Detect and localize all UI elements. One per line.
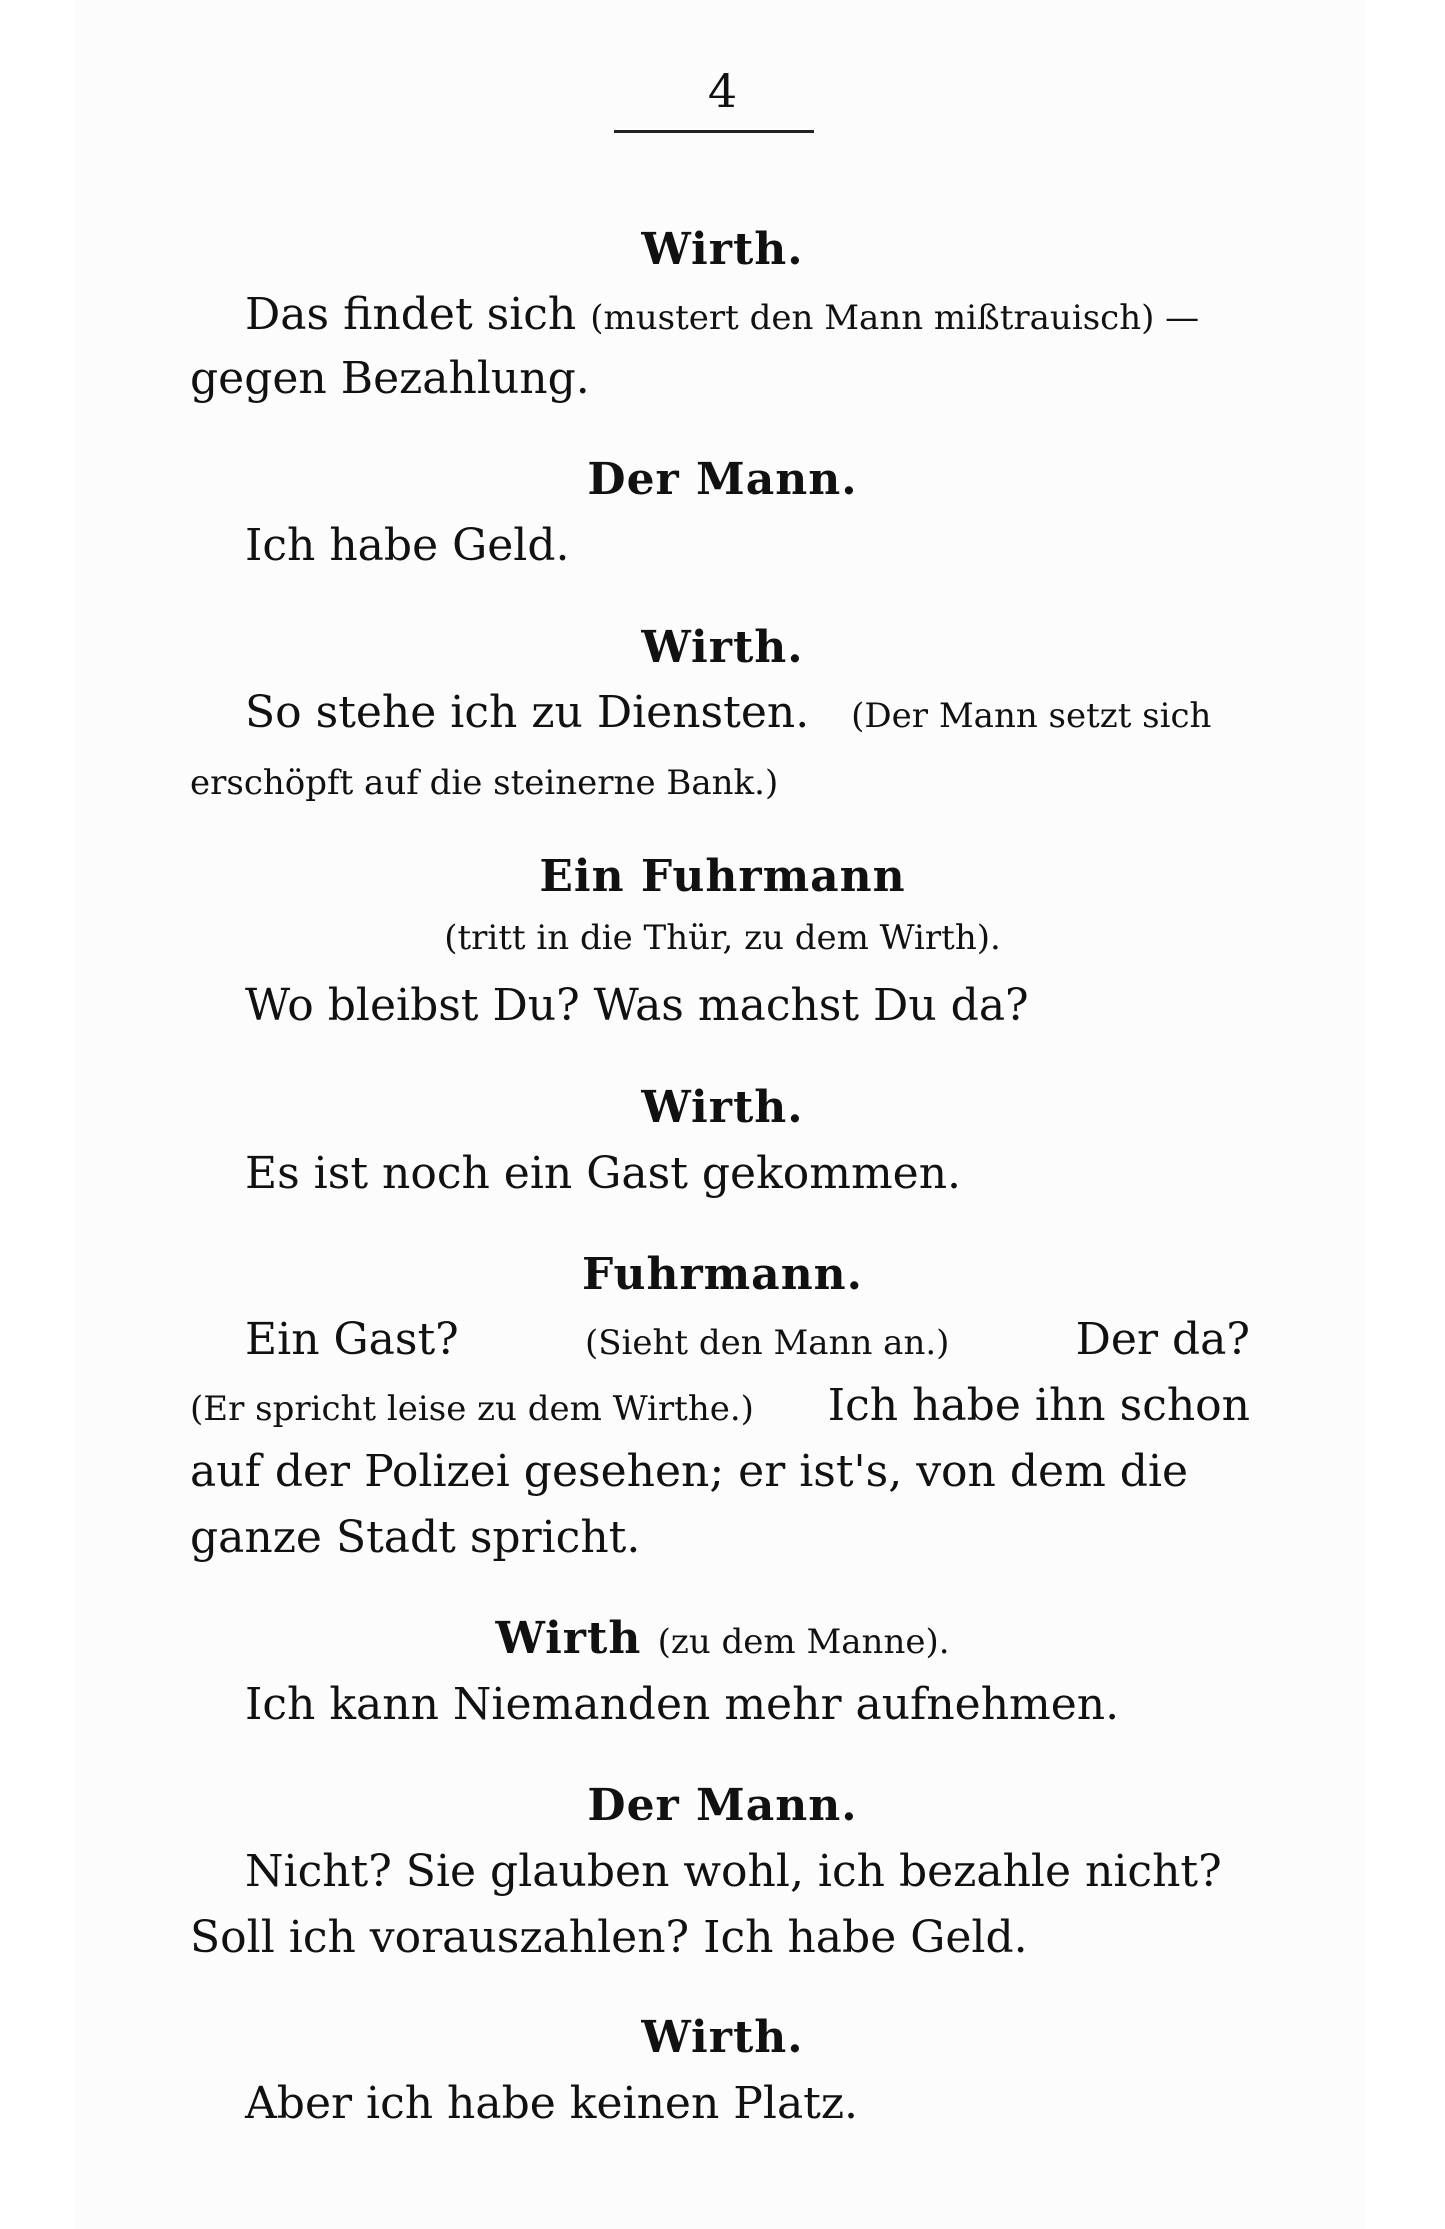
stage-direction: (tritt in die Thür, zu dem Wirth). [444,918,1001,958]
dialogue-line: Nicht? Sie glauben wohl, ich bezahle nicht? [245,1846,1222,1897]
dialogue-line [190,1380,1250,1431]
speaker-heading: Wirth. [641,224,804,275]
stage-direction: (Er spricht leise zu dem Wirthe.) [190,1389,754,1429]
dialogue-line: ganze Stadt spricht. [190,1512,641,1563]
speaker-heading: Wirth. [641,1082,804,1133]
dialogue-line: Soll ich vorauszahlen? Ich habe Geld. [190,1912,1028,1963]
stage-direction: (Sieht den Mann an.) [584,1323,950,1363]
spoken-text: So stehe ich zu Diensten. [245,687,810,738]
stage-direction: erschöpft auf die steinerne Bank.) [190,763,779,803]
dialogue-line: gegen Bezahlung. [190,353,590,404]
speaker-heading: Der Mann. [587,1780,858,1831]
dialogue-line: auf der Polizei gesehen; er ist's, von dem die [190,1446,1189,1497]
speaker-heading [0,1613,1445,1664]
speaker-heading: Fuhrmann. [582,1249,863,1300]
dialogue-line: Wo bleibst Du? Was machst Du da? [245,980,1029,1031]
dialogue-line: Aber ich habe keinen Platz. [245,2078,859,2129]
dialogue-line [245,1314,1250,1365]
stage-direction: (Der Mann setzt sich [851,696,1212,736]
dialogue-line: Ich habe Geld. [245,520,570,571]
speaker-name: Wirth [495,1613,642,1664]
spoken-text: Ich habe ihn schon [827,1380,1250,1431]
speaker-heading: Wirth. [641,2012,804,2063]
speaker-heading: Wirth. [641,622,804,673]
dialogue-line: Ich kann Niemanden mehr aufnehmen. [245,1679,1120,1730]
dialogue-line: Es ist noch ein Gast gekommen. [245,1148,962,1199]
spoken-text: Das findet sich [245,289,577,340]
spoken-text: Ein Gast? [245,1314,459,1365]
page-number: 4 [707,64,738,118]
dialogue-line [190,758,778,802]
dialogue-line [245,289,1200,340]
speaker-heading: Der Mann. [587,454,858,505]
dialogue-line [245,687,1212,738]
spoken-text: Der da? [1075,1314,1250,1365]
speaker-heading: Ein Fuhrmann [539,851,906,902]
page-number-rule [614,130,814,133]
stage-direction: (zu dem Manne). [657,1622,950,1662]
stage-direction: (mustert den Mann mißtrauisch) — [590,298,1200,338]
